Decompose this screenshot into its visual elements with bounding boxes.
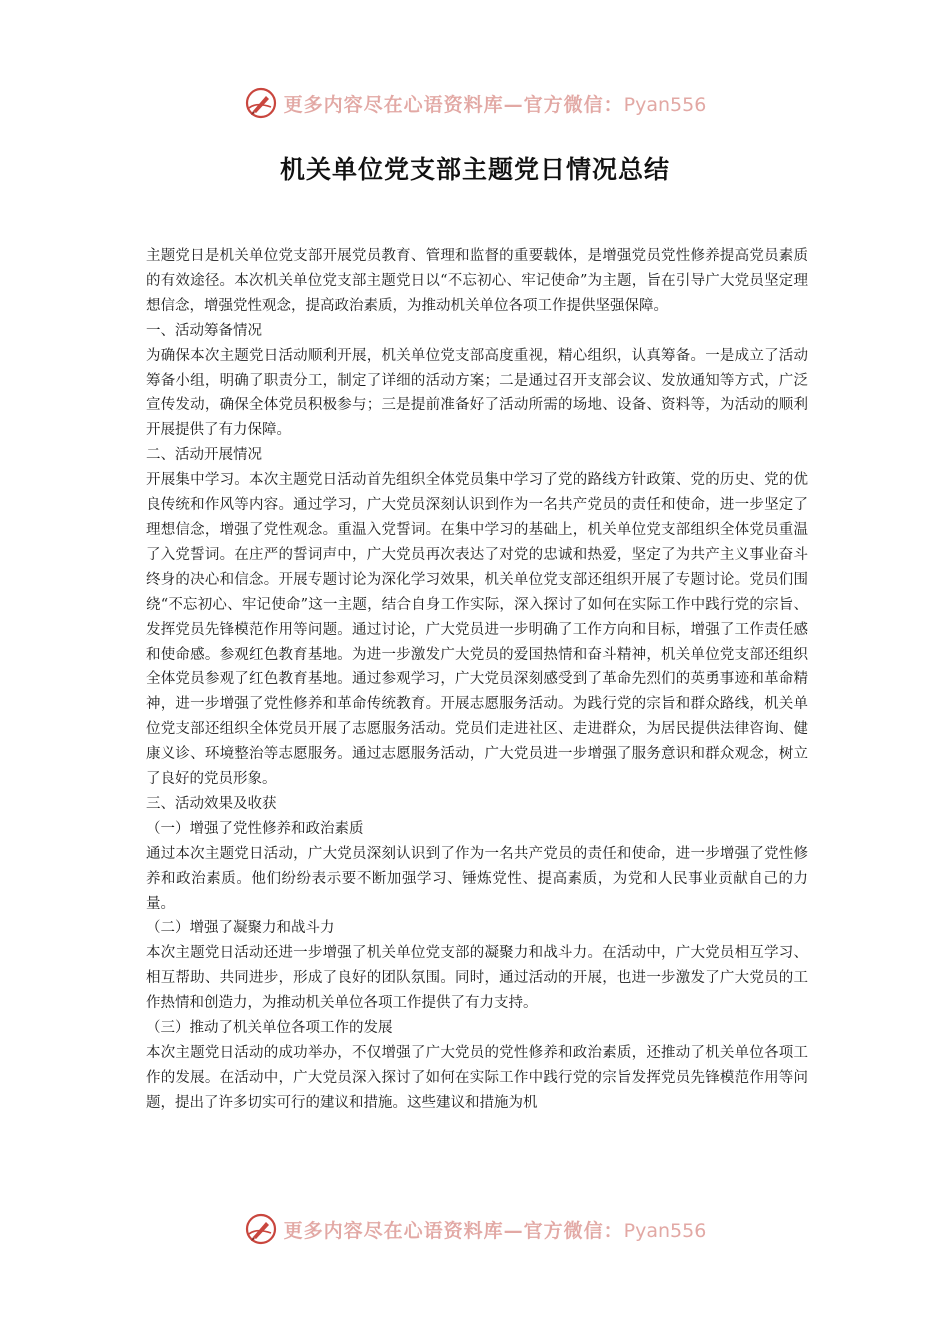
document-title: 机关单位党支部主题党日情况总结	[279, 155, 670, 184]
subsection-heading-3: （三）推动了机关单位各项工作的发展	[146, 1020, 393, 1037]
intro-paragraph: 主题党日是机关单位党支部开展党员教育、管理和监督的重要载体，是增强党员党性修养提高党员素质的有效途径。本次机关单位党支部主题党日以“不忘初心、牢记使命”为主题，旨在引导广大党员坚定理想信念，增强党性观念，提高政治素质，为推动机关单位各项工作提供坚强保障。	[146, 248, 808, 314]
section-1-paragraph: 为确保本次主题党日活动顺利开展，机关单位党支部高度重视，精心组织，认真筹备。一是成立了活动筹备小组，明确了职责分工，制定了详细的活动方案；二是通过召开支部会议、发放通知等方式，广泛宣传发动，确保全体党员积极参与；三是提前准备好了活动所需的场地、设备、资料等，为活动的顺利开展提供了有力保障。	[146, 347, 808, 439]
pen-logo-icon	[244, 86, 278, 120]
subsection-heading-2: （二）增强了凝聚力和战斗力	[146, 920, 335, 937]
section-heading-3: 三、活动效果及收获	[146, 795, 277, 812]
watermark-text: 更多内容尽在心语资料库—官方微信：Pyan556	[283, 93, 707, 116]
section-heading-2: 二、活动开展情况	[146, 447, 262, 464]
subsection-2-paragraph: 本次主题党日活动还进一步增强了机关单位党支部的凝聚力和战斗力。在活动中，广大党员相互学习、相互帮助、共同进步，形成了良好的团队氛围。同时，通过活动的开展，也进一步激发了广大党员的工作热情和创造力，为推动机关单位各项工作提供了有力支持。	[146, 945, 808, 1012]
pen-logo-icon	[244, 1212, 278, 1246]
subsection-heading-1: （一）增强了党性修养和政治素质	[146, 820, 364, 837]
section-2-paragraph: 开展集中学习。本次主题党日活动首先组织全体党员集中学习了党的路线方针政策、党的历史、党的优良传统和作风等内容。通过学习，广大党员深刻认识到作为一名共产党员的责任和使命，进一步坚定了理想信念，增强了党性观念。重温入党誓词。在集中学习的基础上，机关单位党支部组织全体党员重温了入党誓词。在庄严的誓词声中，广大党员再次表达了对党的忠诚和热爱，坚定了为共产主义事业奋斗终身的决心和信念。开展专题讨论为深化学习效果，机关单位党支部还组织开展了专题讨论。党员们围绕“不忘初心、牢记使命”这一主题，结合自身工作实际，深入探讨了如何在实际工作中践行党的宗旨、发挥党员先锋模范作用等问题。通过讨论，广大党员进一步明确了工作方向和目标，增强了工作责任感和使命感。参观红色教育基地。为进一步激发广大党员的爱国热情和奋斗精神，机关单位党支部还组织全体党员参观了红色教育基地。通过参观学习，广大党员深刻感受到了革命先烈们的英勇事迹和革命精神，进一步增强了党性修养和革命传统教育。开展志愿服务活动。为践行党的宗旨和群众路线，机关单位党支部还组织全体党员开展了志愿服务活动。党员们走进社区、走进群众，为居民提供法律咨询、健康义诊、环境整治等志愿服务。通过志愿服务活动，广大党员进一步增强了服务意识和群众观念，树立了良好的党员形象。	[146, 472, 808, 788]
subsection-1-paragraph: 通过本次主题党日活动，广大党员深刻认识到了作为一名共产党员的责任和使命，进一步增强了党性修养和政治素质。他们纷纷表示要不断加强学习、锤炼党性、提高素质，为党和人民事业贡献自己的力量。	[146, 845, 808, 912]
watermark-text: 更多内容尽在心语资料库—官方微信：Pyan556	[283, 1219, 707, 1242]
header-watermark	[0, 83, 950, 123]
document-body	[146, 244, 808, 1116]
section-heading-1: 一、活动筹备情况	[146, 322, 262, 339]
footer-watermark	[0, 1209, 950, 1249]
subsection-3-paragraph: 本次主题党日活动的成功举办，不仅增强了广大党员的党性修养和政治素质，还推动了机关单位各项工作的发展。在活动中，广大党员深入探讨了如何在实际工作中践行党的宗旨发挥党员先锋模范作用等问题，提出了许多切实可行的建议和措施。这些建议和措施为机	[146, 1045, 808, 1111]
